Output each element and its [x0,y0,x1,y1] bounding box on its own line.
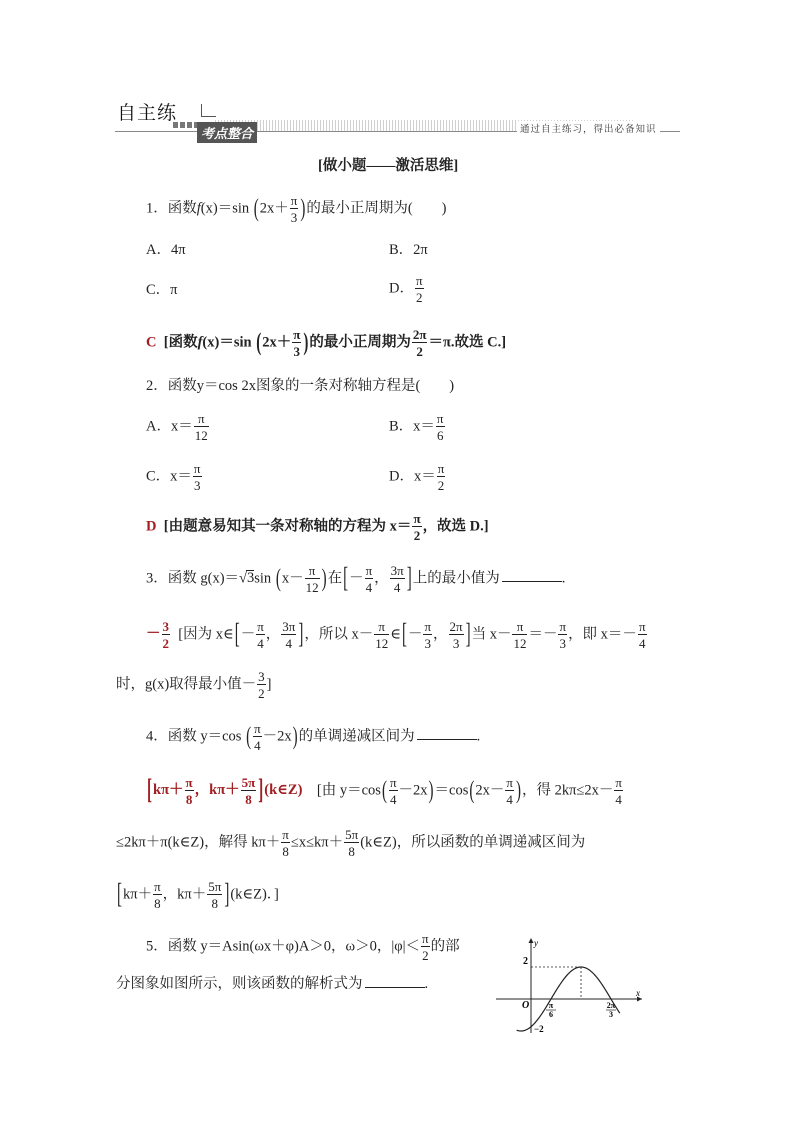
q1-fraction: $\frac{\pi}{3}$ [290,193,298,225]
q3-answer-line2: 时，g(x)取得最小值－ $\frac{3}{2}$ ] [116,669,272,701]
q4-stem: 4．函数 y＝cos ( $\frac{\pi}{4}$ －2x)的单调递减区间为 . [146,721,481,753]
tick1-num: π [548,1001,554,1010]
q1-answer-letter: C [146,334,157,351]
q4-answer-blank[interactable] [417,738,477,740]
q3-answer-blank[interactable] [502,580,562,582]
sine-graph [496,934,646,1034]
header-band [115,100,680,140]
q2-option-b[interactable]: B．x＝ $\frac{\pi}{6}$ [389,411,444,443]
q3-answer: － $\frac{3}{2}$ [因为 x∈[－ $\frac{\pi}{4}$ ， $\frac{3\pi}{4}$ ]，所以 x－ $\frac{\pi}{12}$ ∈[－ $\frac{\pi}{3}$ ， $\frac{2\pi}{3}$ ]当 x－ $\frac{\pi}{12}$ ＝－ $\frac{\pi}{3}$ ，即 x＝－ $\frac{\pi}{4}$ [146,619,646,651]
q4-answer: [kπ＋ $\frac{\pi}{8}$ ，kπ＋ $\frac{5\pi}{8}$ ](k∈Z) [由 y＝cos( $\frac{\pi}{4}$ －2x)＝cos(2x－ $\frac{\pi}{4}$ )，得 2kπ≤2x－ $\frac{\pi}{4}$ [147,775,622,807]
x-axis-label: x [636,988,640,998]
q5-stem: 5．函数 y＝Asin(ωx＋φ)A＞0，ω＞0，|φ|＜ $\frac{\pi}{2}$ 的部 [146,931,460,963]
y-axis-label: y [534,938,538,948]
q2-answer-letter: D [146,518,157,535]
header-corner-mark [201,104,216,117]
q1-option-b[interactable]: B．2π [389,242,428,258]
q3-stem: 3．函数 g(x)＝√3sin (x－ $\frac{\pi}{12}$ )在[－ $\frac{\pi}{4}$ ， $\frac{3\pi}{4}$ ]上的最小值为 . [146,563,566,595]
q1-option-d[interactable]: D． $\frac{\pi}{2}$ [389,273,423,305]
q4-answer-value: [kπ＋ $\frac{\pi}{8}$ ，kπ＋ $\frac{5\pi}{8}$ ](k∈Z) [147,775,303,807]
q2-option-d[interactable]: D．x＝ $\frac{\pi}{2}$ [389,461,445,493]
q5-stem-line2: 分图象如图所示，则该函数的解析式为 . [116,976,429,992]
q1-answer: C [函数f(x)＝sin (2x＋ $\frac{\pi}{3}$ )的最小正周期为 $\frac{2\pi}{2}$ ＝π.故选 C.] [146,327,507,359]
origin-label: O [522,1000,530,1011]
q5-answer-blank[interactable] [365,986,425,988]
q1-option-c[interactable]: C．π [146,282,178,298]
tick1-den: 6 [549,1010,554,1019]
q4-answer-line3: [kπ＋ $\frac{\pi}{8}$ ，kπ＋ $\frac{5\pi}{8}$ ](k∈Z)．] [117,879,279,911]
y-axis-arrow [529,938,534,943]
header-note: 通过自主练习，得出必备知识 [517,121,660,135]
header-title: 自主练 [117,102,178,124]
y-max-label: 2 [523,956,528,967]
q2-option-a[interactable]: A．x＝ $\frac{\pi}{12}$ [146,411,208,443]
q1-option-a[interactable]: A．4π [146,242,186,258]
q4-answer-line2: ≤2kπ＋π(k∈Z)，解得 kπ＋ $\frac{\pi}{8}$ ≤x≤kπ＋ $\frac{5\pi}{8}$ (k∈Z)，所以函数的单调递减区间为 [116,827,586,859]
q2-option-c[interactable]: C．x＝ $\frac{\pi}{3}$ [146,461,201,493]
section-title: [做小题——激活思维] [318,158,459,174]
q1-stem: 1．函数f(x)＝sin (2x＋ $\frac{\pi}{3}$ )的最小正周期为( ) [146,193,447,225]
tick2-den: 3 [609,1010,614,1019]
y-min-label: −2 [534,1024,544,1034]
header-subtitle: 考点整合 [197,122,257,143]
tick2-num: 2π [606,1001,616,1010]
q2-answer: D [由题意易知其一条对称轴的方程为 x＝ $\frac{\pi}{2}$ ，故选 D.] [146,511,489,543]
q2-stem: 2．函数y＝cos 2x图象的一条对称轴方程是( ) [146,378,455,394]
q3-answer-value: － $\frac{3}{2}$ [146,619,169,651]
